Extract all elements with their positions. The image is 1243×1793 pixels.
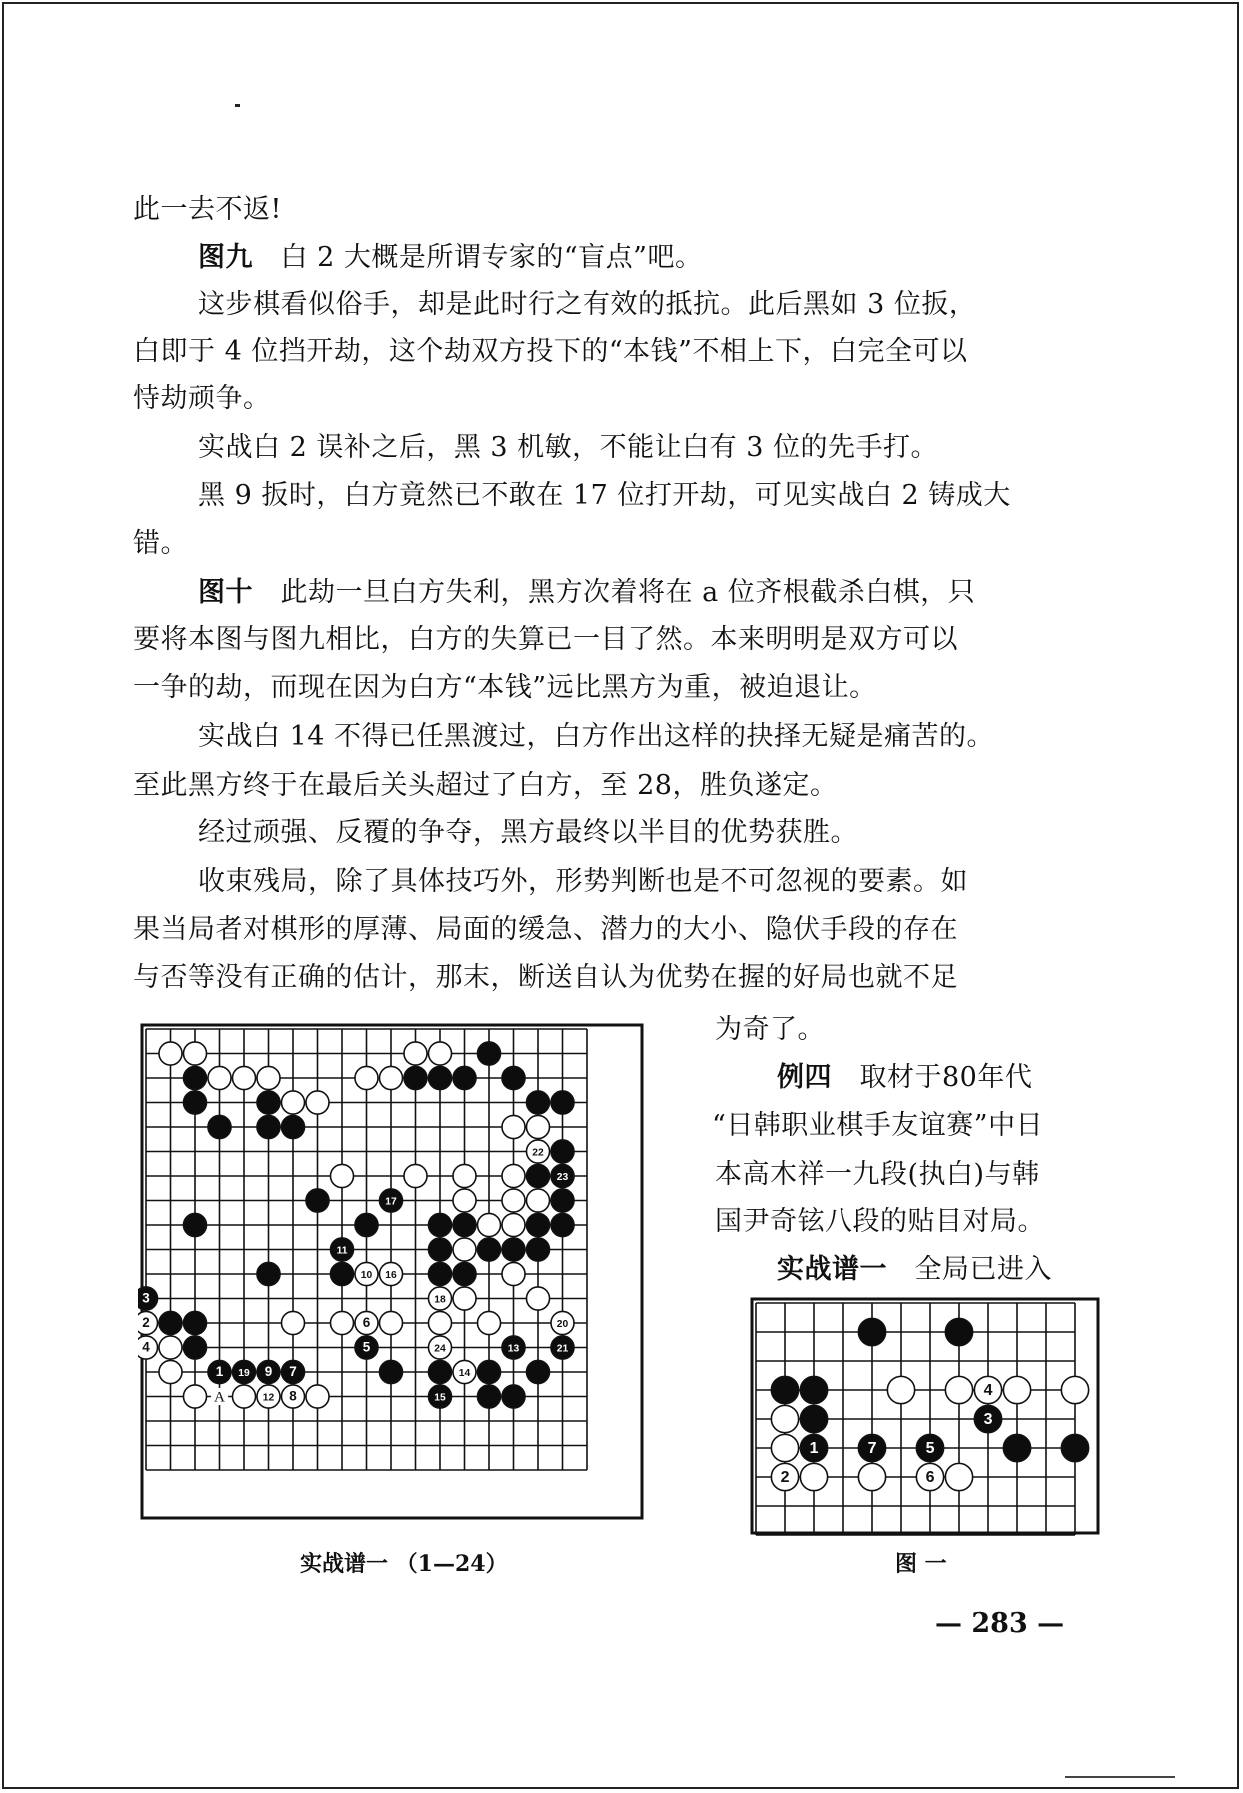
move-number: 21 bbox=[556, 1343, 569, 1355]
caption-figure-one: 图 一 bbox=[895, 1551, 947, 1577]
move-number: 17 bbox=[385, 1196, 397, 1208]
move-number: 11 bbox=[336, 1245, 348, 1257]
white-stone bbox=[477, 1213, 500, 1236]
right-text-6 bbox=[777, 1255, 1167, 1285]
text-line-8: 错。 bbox=[133, 528, 188, 559]
black-stone bbox=[771, 1376, 798, 1403]
move-number: 13 bbox=[507, 1343, 520, 1355]
text-line-15: 收束残局，除了具体技巧外，形势判断也是不可忽视的要素。如 bbox=[198, 866, 968, 897]
move-number: 16 bbox=[385, 1270, 397, 1282]
black-stone bbox=[1061, 1434, 1088, 1461]
white-stone bbox=[281, 1091, 304, 1114]
white-stone bbox=[232, 1066, 255, 1089]
black-stone bbox=[502, 1238, 525, 1261]
white-stone bbox=[453, 1189, 476, 1212]
white-stone bbox=[453, 1287, 476, 1310]
black-stone bbox=[858, 1318, 885, 1345]
white-stone bbox=[771, 1434, 798, 1461]
black-stone bbox=[477, 1238, 500, 1261]
white-stone bbox=[330, 1311, 353, 1334]
white-stone bbox=[379, 1066, 402, 1089]
text-line-5: 恃劫顽争。 bbox=[133, 383, 271, 414]
move-number: 2 bbox=[780, 1468, 790, 1486]
white-stone bbox=[502, 1164, 525, 1187]
text-line-2 bbox=[198, 243, 1168, 273]
text-line-12: 实战白 14 不得已任黑渡过，白方作出这样的抉择无疑是痛苦的。 bbox=[198, 721, 995, 752]
white-stone bbox=[355, 1066, 378, 1089]
white-stone bbox=[306, 1091, 329, 1114]
go-board-game-record bbox=[138, 1023, 648, 1523]
move-number: 12 bbox=[262, 1392, 275, 1404]
move-number: 9 bbox=[264, 1364, 273, 1380]
white-stone bbox=[330, 1164, 353, 1187]
black-stone bbox=[477, 1042, 500, 1065]
move-number: 8 bbox=[289, 1388, 297, 1404]
point-label-a: A bbox=[214, 1388, 225, 1406]
white-stone bbox=[159, 1360, 182, 1383]
black-stone bbox=[502, 1066, 525, 1089]
figure-label-10: 图十 bbox=[198, 577, 253, 608]
move-number: 2 bbox=[142, 1315, 150, 1331]
black-stone bbox=[526, 1360, 549, 1383]
black-stone bbox=[404, 1066, 427, 1089]
white-stone bbox=[257, 1066, 280, 1089]
white-stone bbox=[159, 1042, 182, 1065]
white-stone bbox=[800, 1463, 827, 1490]
black-stone bbox=[453, 1262, 476, 1285]
white-stone bbox=[502, 1189, 525, 1212]
text-line-16: 果当局者对棋形的厚薄、局面的缓急、潜力的大小、隐伏手段的存在 bbox=[133, 914, 958, 945]
white-stone bbox=[526, 1189, 549, 1212]
black-stone bbox=[183, 1091, 206, 1114]
white-stone bbox=[502, 1115, 525, 1138]
white-stone bbox=[428, 1311, 451, 1334]
move-number: 4 bbox=[983, 1381, 993, 1399]
white-stone bbox=[281, 1311, 304, 1334]
black-stone bbox=[281, 1115, 304, 1138]
white-stone bbox=[526, 1115, 549, 1138]
text-line-14: 经过顽强、反覆的争夺，黑方最终以半目的优势获胜。 bbox=[198, 817, 858, 848]
move-number: 24 bbox=[434, 1343, 446, 1355]
right-text-2-body: 取材于80年代 bbox=[859, 1062, 1033, 1093]
scan-mark bbox=[1065, 1776, 1175, 1778]
white-stone bbox=[502, 1262, 525, 1285]
right-text-6-body: 全局已进入 bbox=[914, 1254, 1052, 1285]
white-stone bbox=[453, 1164, 476, 1187]
move-number: 5 bbox=[362, 1339, 371, 1355]
white-stone bbox=[306, 1385, 329, 1408]
text-line-4: 白即于 4 位挡开劫，这个劫双方投下的“本钱”不相上下，白完全可以 bbox=[133, 336, 968, 367]
move-number: 4 bbox=[142, 1339, 150, 1355]
text-line-13: 至此黑方终于在最后关头超过了白方，至 28，胜负遂定。 bbox=[133, 770, 838, 801]
black-stone bbox=[945, 1318, 972, 1345]
black-stone bbox=[183, 1311, 206, 1334]
white-stone bbox=[183, 1042, 206, 1065]
white-stone bbox=[526, 1287, 549, 1310]
black-stone bbox=[526, 1164, 549, 1187]
go-board-left-svg bbox=[138, 1023, 648, 1523]
black-stone bbox=[306, 1189, 329, 1212]
white-stone bbox=[771, 1405, 798, 1432]
white-stone bbox=[183, 1385, 206, 1408]
black-stone bbox=[208, 1115, 231, 1138]
white-stone bbox=[159, 1336, 182, 1359]
figure-label-9: 图九 bbox=[198, 242, 253, 273]
move-number: 1 bbox=[809, 1439, 819, 1457]
black-stone bbox=[502, 1385, 525, 1408]
white-stone bbox=[208, 1066, 231, 1089]
white-stone bbox=[945, 1376, 972, 1403]
black-stone bbox=[379, 1360, 402, 1383]
black-stone bbox=[428, 1066, 451, 1089]
move-number: 20 bbox=[556, 1319, 569, 1331]
black-stone bbox=[355, 1213, 378, 1236]
text-line-2-body: 白 2 大概是所谓专家的“盲点”吧。 bbox=[280, 242, 703, 273]
black-stone bbox=[800, 1405, 827, 1432]
go-board-figure-one bbox=[748, 1297, 1103, 1537]
black-stone bbox=[330, 1262, 353, 1285]
example-label: 例四 bbox=[777, 1062, 832, 1093]
text-line-10: 要将本图与图九相比，白方的失算已一目了然。本来明明是双方可以 bbox=[133, 624, 958, 655]
right-text-3: “日韩职业棋手友谊赛”中日 bbox=[712, 1110, 1044, 1141]
move-number: 18 bbox=[434, 1294, 446, 1306]
move-number: 6 bbox=[362, 1315, 371, 1331]
move-number: 19 bbox=[238, 1368, 250, 1380]
black-stone bbox=[453, 1066, 476, 1089]
move-number: 23 bbox=[556, 1172, 569, 1184]
move-number: 7 bbox=[289, 1364, 297, 1380]
black-stone bbox=[183, 1336, 206, 1359]
right-text-1: 为奇了。 bbox=[715, 1014, 825, 1045]
text-line-3: 这步棋看似俗手，却是此时行之有效的抵抗。此后黑如 3 位扳， bbox=[198, 289, 977, 320]
move-number: 22 bbox=[532, 1147, 544, 1159]
black-stone bbox=[428, 1262, 451, 1285]
caption-game-record: 实战谱一 （1—24） bbox=[300, 1551, 508, 1577]
black-stone bbox=[477, 1360, 500, 1383]
black-stone bbox=[526, 1238, 549, 1261]
white-stone bbox=[887, 1376, 914, 1403]
page-number: — 283 — bbox=[935, 1608, 1065, 1639]
go-board-right-svg bbox=[748, 1297, 1103, 1537]
move-number: 10 bbox=[360, 1270, 373, 1282]
text-line-9-body: 此劫一旦白方失利，黑方次着将在 a 位齐根截杀白棋，只 bbox=[280, 577, 976, 608]
black-stone bbox=[1003, 1434, 1030, 1461]
black-stone bbox=[159, 1311, 182, 1334]
black-stone bbox=[526, 1091, 549, 1114]
black-stone bbox=[526, 1213, 549, 1236]
black-stone bbox=[428, 1360, 451, 1383]
move-number: 1 bbox=[215, 1364, 224, 1380]
move-number: 6 bbox=[925, 1468, 935, 1486]
black-stone bbox=[453, 1213, 476, 1236]
black-stone bbox=[800, 1376, 827, 1403]
black-stone bbox=[428, 1213, 451, 1236]
move-number: 14 bbox=[458, 1368, 471, 1380]
text-line-11: 一争的劫，而现在因为白方“本钱”远比黑方为重，被迫退让。 bbox=[133, 672, 877, 703]
white-stone bbox=[428, 1042, 451, 1065]
black-stone bbox=[551, 1213, 574, 1236]
white-stone bbox=[404, 1164, 427, 1187]
move-number: 3 bbox=[983, 1410, 993, 1428]
text-line-1: 此一去不返! bbox=[133, 194, 282, 225]
white-stone bbox=[1061, 1376, 1088, 1403]
black-stone bbox=[183, 1066, 206, 1089]
right-text-5: 国尹奇铉八段的贴目对局。 bbox=[715, 1206, 1045, 1237]
right-text-4: 本高木祥一九段(执白)与韩 bbox=[715, 1159, 1040, 1190]
black-stone bbox=[257, 1262, 280, 1285]
black-stone bbox=[257, 1115, 280, 1138]
white-stone bbox=[379, 1311, 402, 1334]
white-stone bbox=[1003, 1376, 1030, 1403]
text-line-6: 实战白 2 误补之后，黑 3 机敏，不能让白有 3 位的先手打。 bbox=[198, 432, 939, 463]
white-stone bbox=[858, 1463, 885, 1490]
white-stone bbox=[477, 1311, 500, 1334]
black-stone bbox=[477, 1385, 500, 1408]
print-speck bbox=[235, 104, 240, 107]
black-stone bbox=[551, 1140, 574, 1163]
white-stone bbox=[945, 1463, 972, 1490]
move-number: 7 bbox=[867, 1439, 877, 1457]
white-stone bbox=[502, 1213, 525, 1236]
black-stone bbox=[551, 1189, 574, 1212]
text-line-17: 与否等没有正确的估计，那末，断送自认为优势在握的好局也就不足 bbox=[133, 962, 958, 993]
text-line-7: 黑 9 扳时，白方竟然已不敢在 17 位打开劫，可见实战白 2 铸成大 bbox=[198, 480, 1011, 511]
record-label: 实战谱一 bbox=[777, 1254, 887, 1285]
text-line-9 bbox=[198, 578, 1168, 608]
black-stone bbox=[183, 1213, 206, 1236]
black-stone bbox=[257, 1091, 280, 1114]
white-stone bbox=[404, 1042, 427, 1065]
white-stone bbox=[453, 1238, 476, 1261]
white-stone bbox=[232, 1385, 255, 1408]
move-number: 15 bbox=[434, 1392, 446, 1404]
move-number: 5 bbox=[925, 1439, 935, 1457]
black-stone bbox=[551, 1091, 574, 1114]
black-stone bbox=[428, 1238, 451, 1261]
right-text-2 bbox=[777, 1063, 1167, 1093]
move-number: 3 bbox=[142, 1290, 150, 1306]
